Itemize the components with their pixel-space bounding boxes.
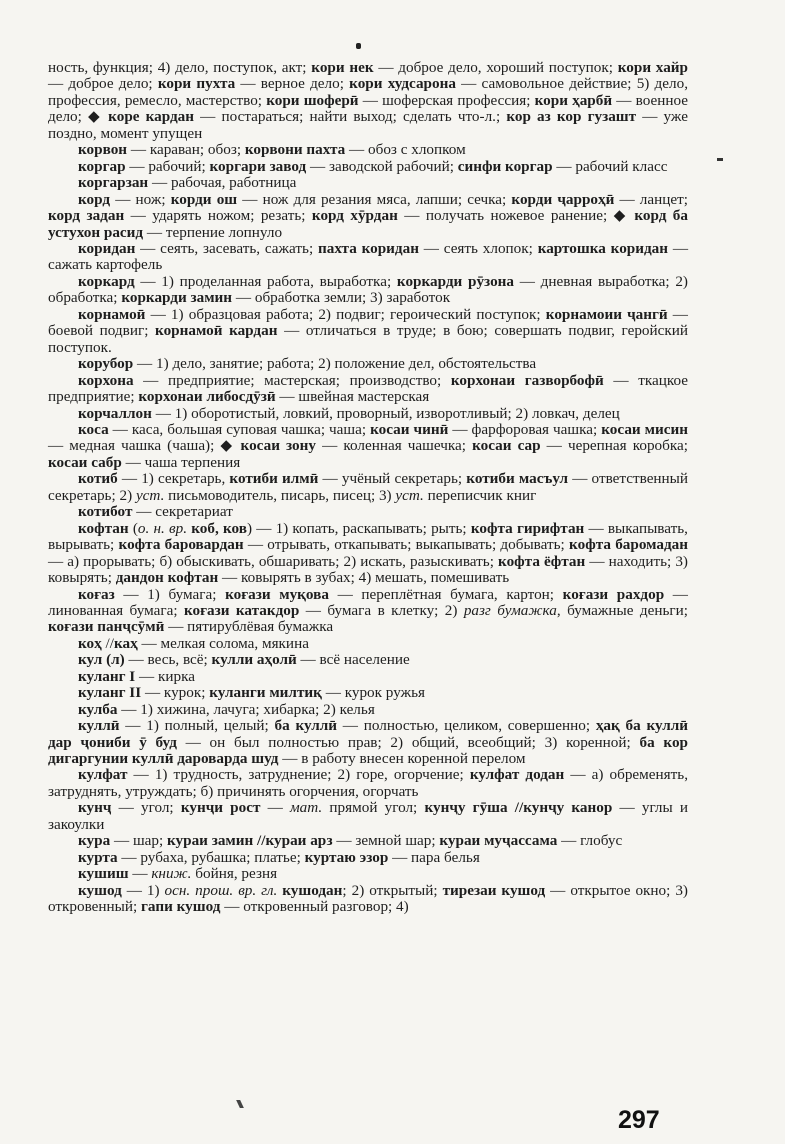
dictionary-entry: коридан — сеять, засевать, сажать; пахта коридан — сеять хлопок; картошка коридан — сажать картофель — [48, 239, 689, 274]
dictionary-entry: корхона — предприятие; мастерская; производство; корхонаи газворбофӣ — ткацкое предприятие; корхонаи либосдӯзӣ — швейная мастерская — [48, 371, 688, 406]
dictionary-entry: кунҷ — угол; кунҷи рост — мат. прямой угол; кунҷу гӯша //кунҷу канор — углы и закоулки — [48, 799, 689, 833]
dictionary-entry: кулфат — 1) трудность, затруднение; 2) горе, огорчение; кулфат додан — а) обременять, затруднять, утруждать; б) причинять огорчения, огорчать — [48, 766, 688, 800]
print-speck-top — [356, 43, 361, 49]
dictionary-entry: кофтан (о. н. вр. коб, ков) — 1) копать, раскапывать; рыть; кофта гирифтан — выкапывать, вырывать; кофта баровардан — отрывать, откапывать; выкапывать; добывать; кофта баромадан — а) прорывать; б) обыскивать, обшаривать; 2) искать, разыскивать; кофта ёфтан — находить; 3) ковырять; дандон кофтан — ковырять в зубах; 4) мешать, помешивать — [48, 519, 688, 587]
print-speck-right — [717, 158, 723, 161]
dictionary-entry: куланг I — кирка — [78, 667, 196, 685]
dictionary-entry: корд — нож; корди ош — нож для резания мяса, лапши; сечка; корди ҷарроҳӣ — ланцет; корд задан — ударять ножом; резать; корд хӯрдан — получать ножевое ранение; ◆ корд ба устухон расид — терпение лопнуло — [48, 190, 688, 241]
dictionary-entry: коргар — рабочий; коргари завод — заводской рабочий; синфи коргар — рабочий класс — [78, 157, 668, 175]
entry-continuation: ность, функция; 4) дело, поступок, акт; кори нек — доброе дело, хороший поступок; кори хайр — доброе дело; кори пухта — верное дело; кори худсарона — самовольное действие; 5) дело, профессия, ремесло, мастерство; кори шоферӣ — шоферская профессия; кори ҳарбӣ — военное дело; ◆ коре кардан — постараться; найти выход; сделать что-л.; кор аз кор гузашт — уже поздно, момент упущен — [48, 59, 689, 142]
dictionary-entry: коргарзан — рабочая, работница — [78, 174, 297, 192]
dictionary-entry: корубор — 1) дело, занятие; работа; 2) положение дел, обстоятельства — [78, 355, 537, 373]
dictionary-entry: куланг II — курок; куланги милтиқ — курок ружья — [78, 684, 425, 702]
dictionary-entry: коса — каса, большая суповая чашка; чаша; косаи чинӣ — фарфоровая чашка; косаи мисин — медная чашка (чаша); ◆ косаи зону — коленная чашечка; косаи сар — черепная коробка; косаи сабр — чаша терпения — [48, 420, 689, 471]
dictionary-entry: коҳ //каҳ — мелкая солома, мякина — [78, 634, 309, 652]
print-speck-bottom — [236, 1100, 244, 1108]
dictionary-entry: котиб — 1) секретарь, котиби илмӣ — учёный секретарь; котиби масъул — ответственный секретарь; 2) уст. письмоводитель, писарь, писец; 3) уст. переписчик книг — [48, 470, 689, 504]
dictionary-entry: курта — рубаха, рубашка; платье; куртаю эзор — пара белья — [78, 848, 480, 866]
dictionary-entry: коғаз — 1) бумага; коғази муқова — переплётная бумага, картон; коғази рахдор — линованная бумага; коғази катакдор — бумага в клетку; 2) разг бумажка, бумажные деньги; коғази панҷсӯмӣ — пятирублёвая бумажка — [48, 585, 688, 636]
dictionary-entry: коркард — 1) проделанная работа, выработка; коркарди рӯзона — дневная выработка; 2) обработка; коркарди замин — обработка земли; 3) заработок — [48, 272, 688, 307]
dictionary-entry: кура — шар; кураи замин //кураи арз — земной шар; кураи муҷассама — глобус — [78, 832, 623, 850]
dictionary-entry: кушиш — книж. бойня, резня — [78, 865, 278, 883]
dictionary-entry: кулба — 1) хижина, лачуга; хибарка; 2) келья — [78, 700, 375, 718]
dictionary-entry: корнамоӣ — 1) образцовая работа; 2) подвиг; героический поступок; корнамоии ҷангӣ — боевой подвиг; корнамоӣ кардан — отличаться в труде; в бою; совершать подвиг, геройский поступок. — [48, 305, 689, 356]
dictionary-entry: корчаллон — 1) оборотистый, ловкий, проворный, изворотливый; 2) ловкач, делец — [78, 404, 620, 422]
dictionary-page — [48, 60, 688, 916]
dictionary-entry: корвон — караван; обоз; корвони пахта — обоз с хлопком — [78, 141, 466, 159]
dictionary-entry: кушод — 1) осн. прош. вр. гл. кушодан; 2) открытый; тирезаи кушод — открытое окно; 3) откровенный; гапи кушод — откровенный разговор; 4) — [48, 881, 688, 916]
dictionary-entry: котибот — секретариат — [78, 503, 233, 521]
dictionary-entry: кул (л) — весь, всё; кулли аҳолӣ — всё население — [78, 651, 410, 669]
page-number: 297 — [618, 1106, 660, 1134]
dictionary-entry: куллӣ — 1) полный, целый; ба куллӣ — полностью, целиком, совершенно; ҳақ ба куллӣ дар ҷониби ӯ буд — он был полностью прав; 2) общий, всеобщий; 3) коренной; ба кор дигаргунии куллӣ дароварда шуд — в работу внесен коренной перелом — [48, 717, 689, 768]
